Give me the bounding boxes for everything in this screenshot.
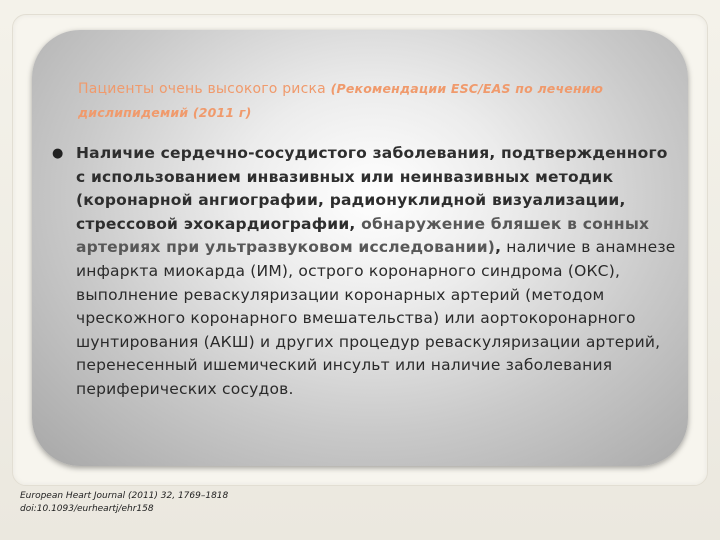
citation-doi: doi:10.1093/eurheartj/ehr158 [20,504,154,514]
bullet-text-regular: наличие в анамнезе инфаркта миокарда (ИМ), острого коронарного синдрома (ОКС), выполнение реваскуляризации коронарных артерий (методом чрескожного коронарного вмешательства) или аортокоронарного шунтирования (АКШ) и других процедур реваскуляризации артерий, перенесенный ишемический инсульт или наличие заболевания периферических сосудов. [76,238,676,398]
citation [20,490,228,516]
slide-title-subtitle: (Рекомендации ESC/EAS по лечению дислипидемий (2011 г) [78,81,604,120]
bullet-icon: ● [52,146,64,161]
slide-title [78,77,638,125]
citation-journal: European Heart Journal (2011) 32, 1769–1818 [20,491,229,501]
bullet-text-bold: Наличие сердечно-сосудистого заболевания, подтвержденного с использованием инвазивных или неинвазивных методик (коронарной ангиографии, радионуклидной визуализации, стрессовой эхокардиографии, [76,144,668,233]
bullet-text-comma: , [495,238,502,257]
bullet-item [52,142,680,402]
slide-title-main: Пациенты очень высокого риска [78,81,326,97]
bullet-text [76,142,680,402]
bullet-text-highlight: обнаружение бляшек в сонных артериях при ультразвуковом исследовании) [76,214,650,257]
